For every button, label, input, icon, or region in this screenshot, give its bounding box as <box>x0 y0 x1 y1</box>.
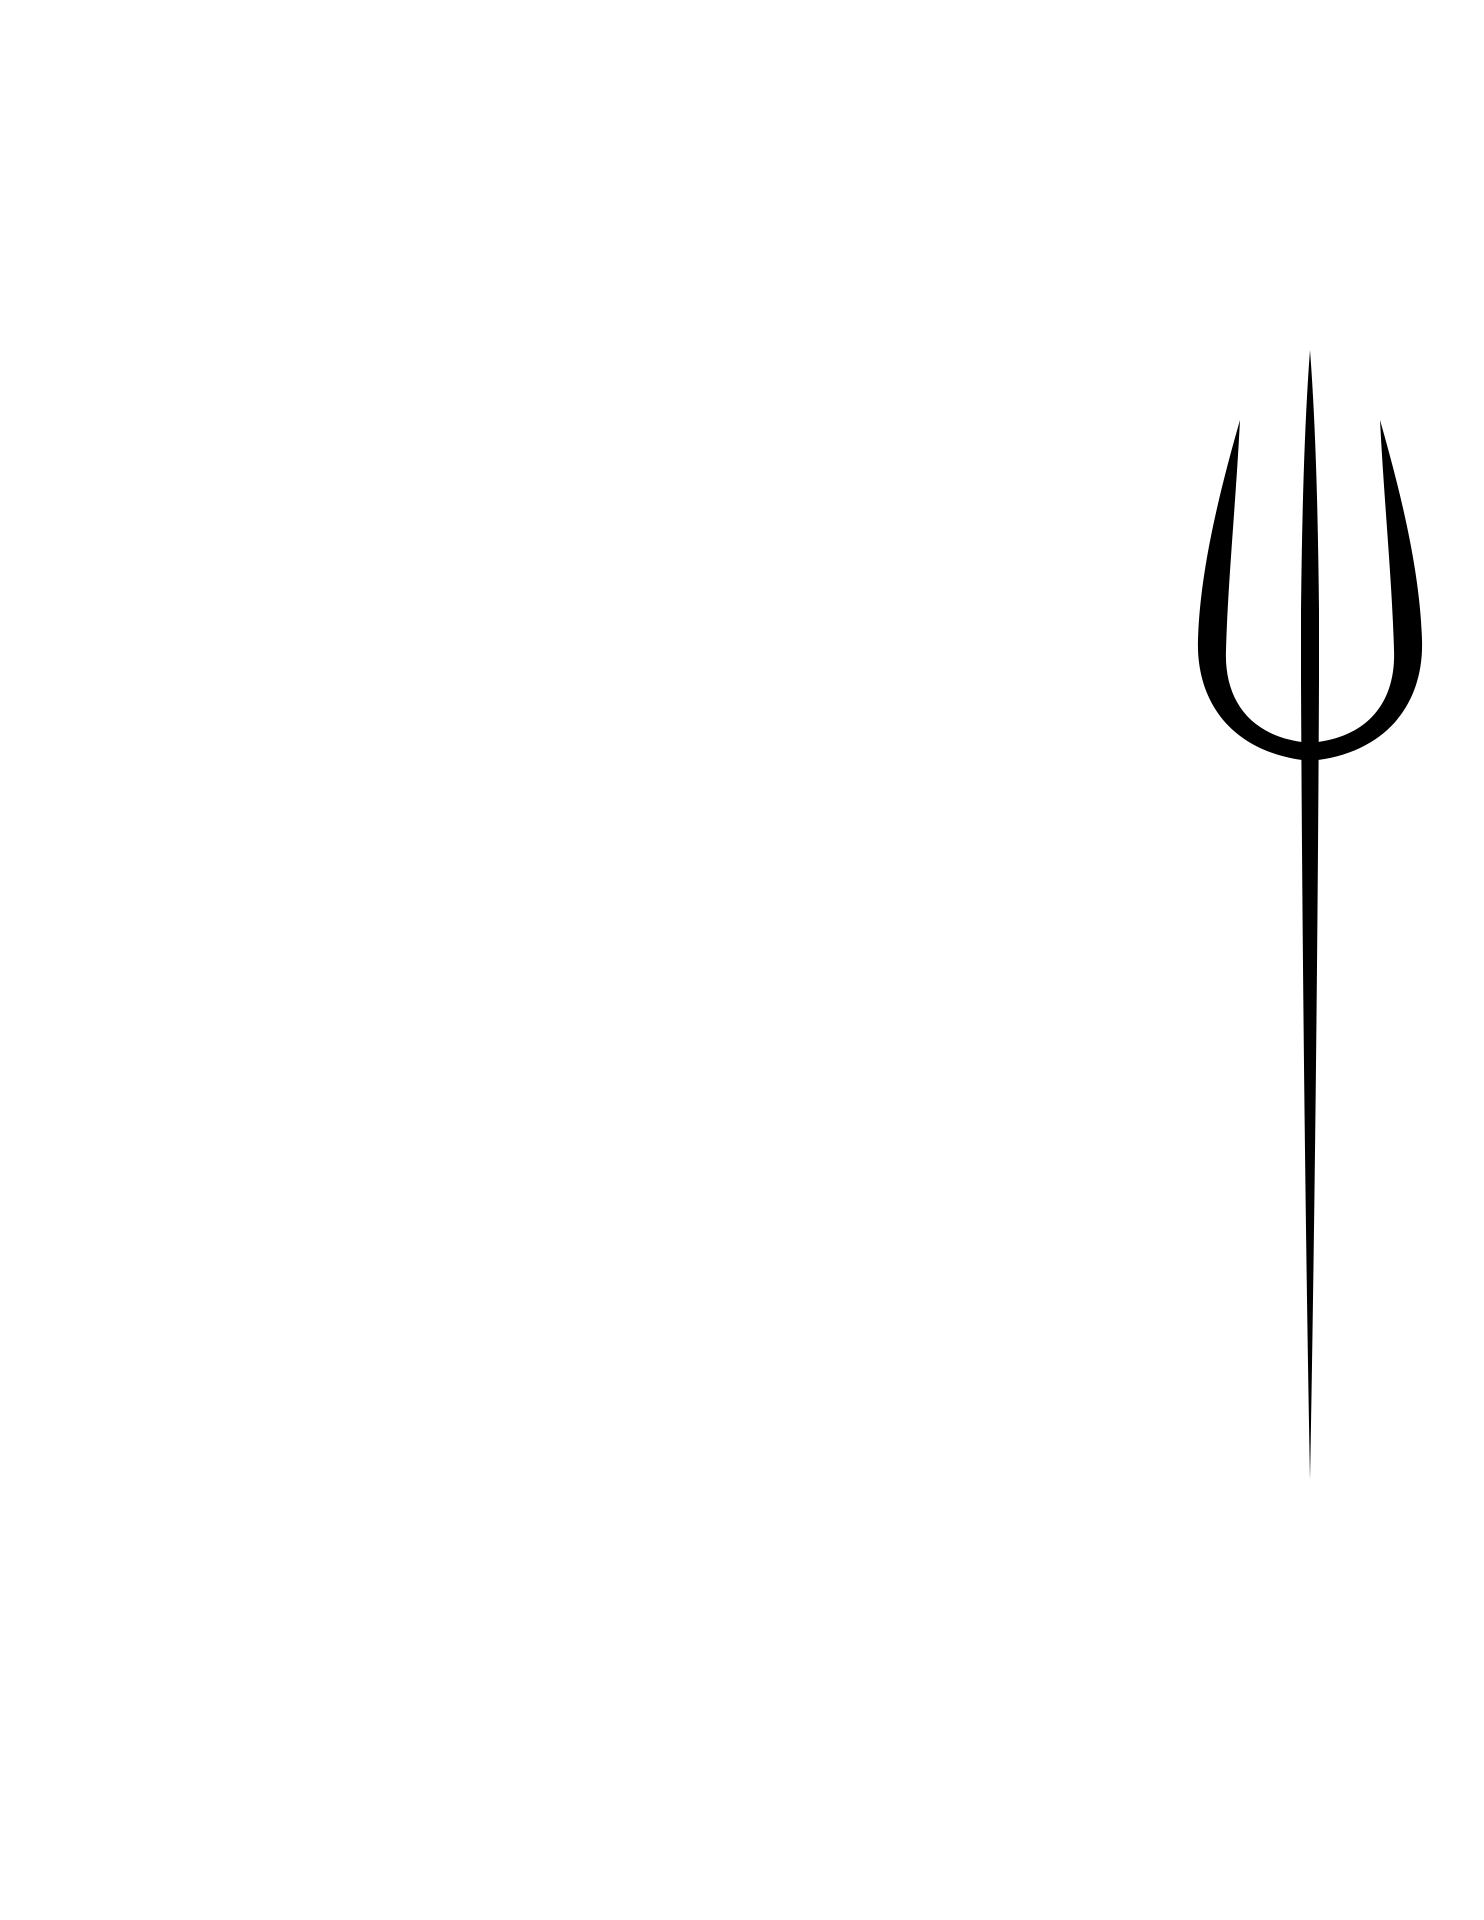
trident-left-tine <box>1198 420 1302 760</box>
menu-content <box>175 88 1175 160</box>
trident-right-tine <box>1318 420 1422 760</box>
trident-shaft <box>1301 350 1319 1480</box>
trident-icon <box>1190 350 1430 1480</box>
